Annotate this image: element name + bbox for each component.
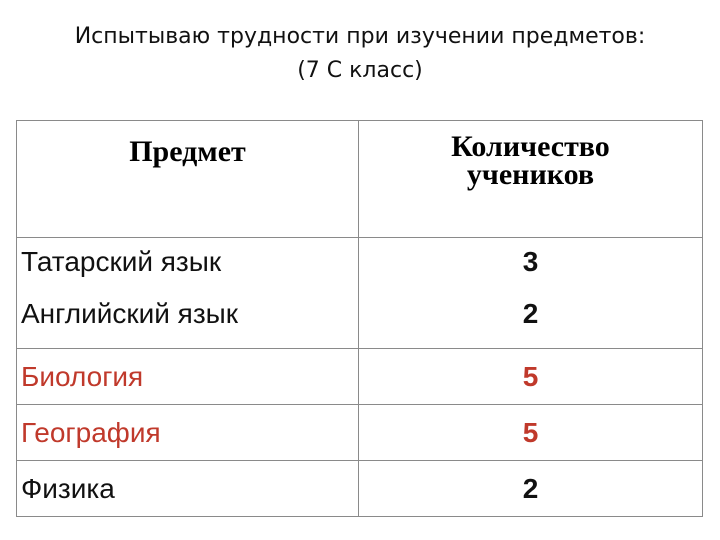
cell-count-geography: 5 [359,405,703,461]
page-title [0,20,720,88]
table-row [17,405,703,461]
cell-subject-physics: Физика [17,461,359,517]
header-count-line-2: учеников [466,158,595,191]
cell-subject-tatar: Татарский язык [21,246,222,277]
cell-count-tatar: 3 [522,246,539,277]
header-count-line-1: Количество [451,130,610,163]
cell-subject-english: Английский язык [21,298,239,329]
title-line-1: Испытываю трудности при изучении предметов: [74,24,646,49]
subjects-table [16,120,703,517]
cell-subject-biology: Биология [17,349,359,405]
header-subject-label: Предмет [129,135,246,168]
table-row [17,461,703,517]
subjects-table-container [16,120,702,504]
header-count-label [359,130,702,191]
cell-subject-geography: География [17,405,359,461]
table-row-double [17,238,703,349]
table-header-row [17,121,703,238]
title-line-2: (7 С класс) [297,58,423,83]
table-row [17,349,703,405]
header-subject [17,121,359,238]
cell-count-pair [359,238,703,349]
cell-count-biology: 5 [359,349,703,405]
cell-count-physics: 2 [359,461,703,517]
cell-count-english: 2 [522,298,539,329]
header-count [359,121,703,238]
cell-subject-pair [17,238,359,349]
